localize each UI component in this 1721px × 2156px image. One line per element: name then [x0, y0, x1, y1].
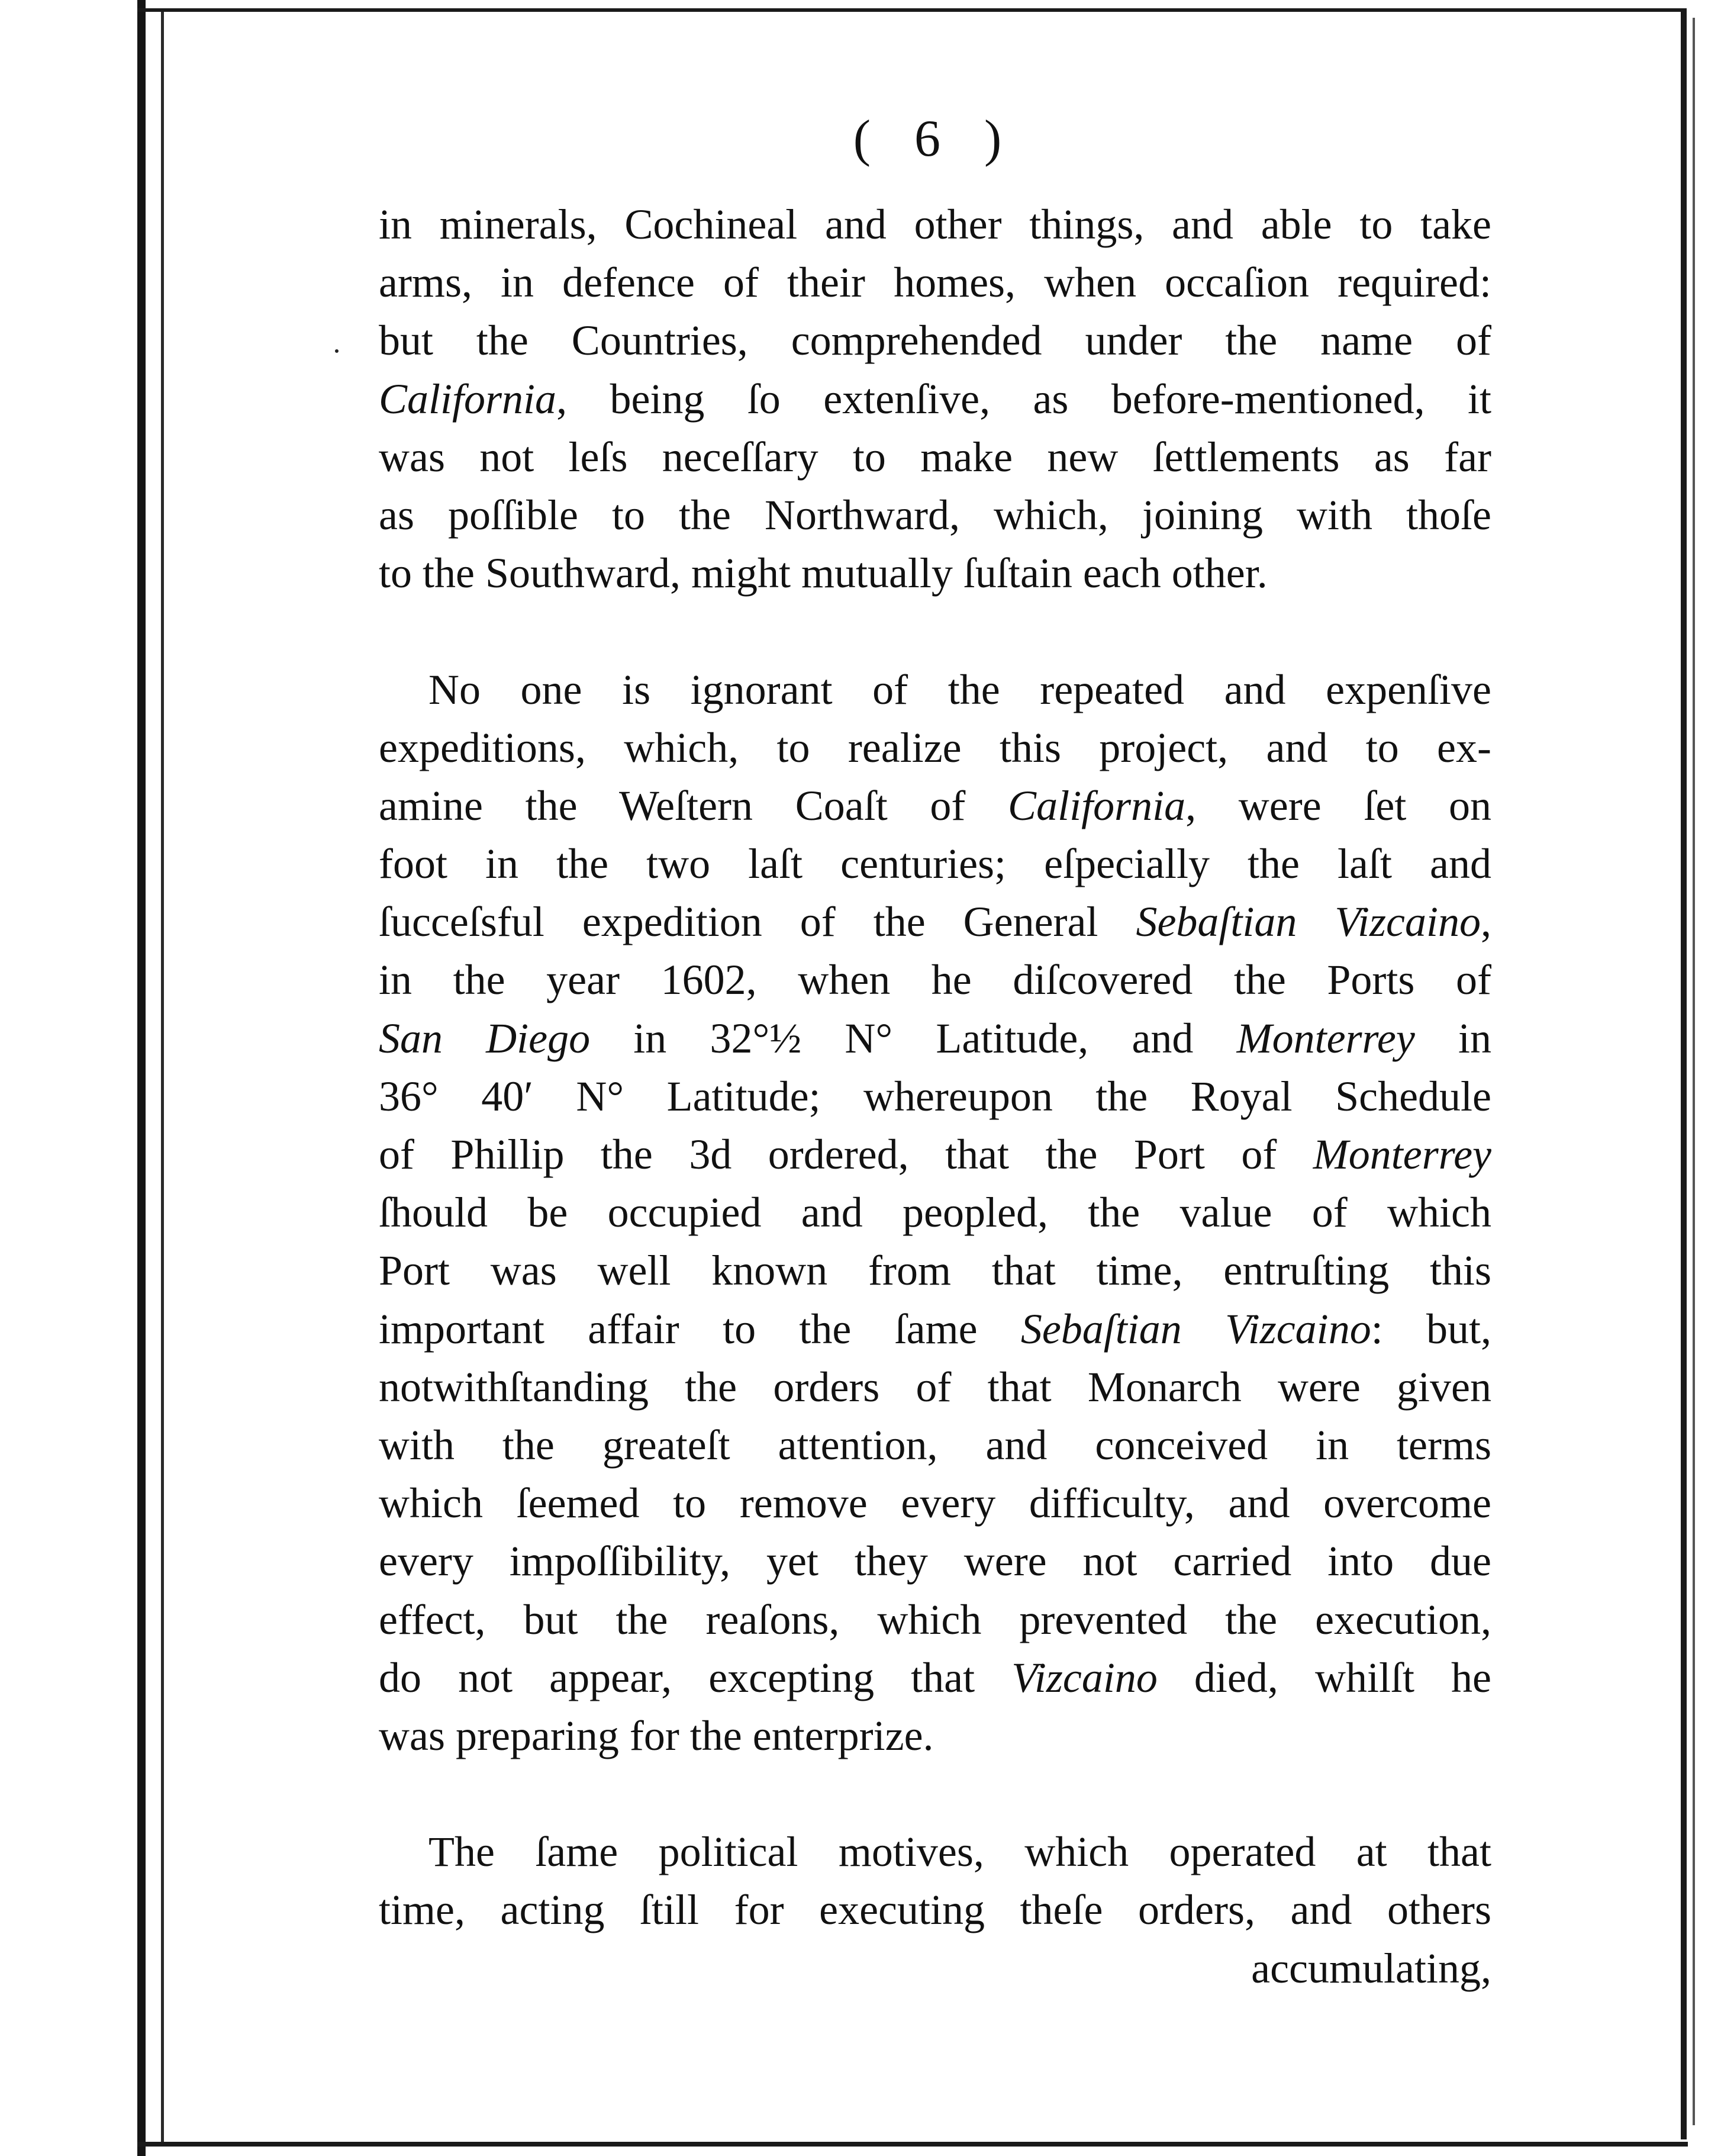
text-line: notwithſtanding the orders of that Monarch were given	[379, 1363, 1491, 1411]
text-line: 36° 40′ N° Latitude; whereupon the Royal Schedule	[379, 1072, 1491, 1120]
margin-speck	[335, 349, 339, 353]
paragraph-gap	[379, 1765, 1491, 1823]
italic-person-name: Sebaſtian Vizcaino	[1020, 1305, 1371, 1353]
text-line: No one is ignorant of the repeated and expenſive	[428, 665, 1491, 713]
italic-place-name: San Diego	[379, 1014, 591, 1062]
text-fragment: of Phillip the 3d ordered, that the Port of	[379, 1131, 1313, 1178]
text-fragment: in	[1414, 1014, 1491, 1062]
bottom-page-edge	[137, 2142, 1688, 2147]
text-fragment: important affair to the ſame	[379, 1305, 1021, 1353]
catchword: accumulating,	[1251, 1944, 1491, 1992]
text-line: expeditions, which, to realize this project, and to ex-	[379, 723, 1491, 771]
text-fragment: do not appear, excepting that	[379, 1653, 1012, 1701]
text-line: which ſeemed to remove every difficulty, and overcome	[379, 1479, 1491, 1527]
text-line: time, acting ſtill for executing theſe orders, and others	[379, 1886, 1491, 1934]
text-fragment: ſucceſsful expedition of the General	[379, 898, 1136, 946]
text-line: as poſſible to the Northward, which, joining with thoſe	[379, 491, 1491, 539]
text-line: in the year 1602, when he diſcovered the Ports of	[379, 956, 1491, 1004]
text-line: ſhould be occupied and peopled, the value of which	[379, 1189, 1491, 1237]
text-line: in minerals, Cochineal and other things, and able to take	[379, 201, 1491, 248]
right-inner-edge	[1693, 18, 1695, 2125]
text-line: to the Southward, might mutually ſuſtain each other.	[379, 549, 1268, 597]
text-line: arms, in defence of their homes, when occaſion required:	[379, 259, 1491, 307]
text-line: Port was well known from that time, entruſting this	[379, 1247, 1491, 1295]
text-fragment: in 32°½ N° Latitude, and	[590, 1014, 1237, 1062]
text-line	[379, 1125, 1491, 1183]
text-line	[379, 777, 1491, 835]
italic-place-name: Monterrey	[1236, 1014, 1415, 1062]
text-line: The ſame political motives, which operated at that	[428, 1828, 1491, 1876]
italic-place-name: Monterrey	[1313, 1131, 1491, 1178]
text-line: was not leſs neceſſary to make new ſettlements as far	[379, 433, 1491, 481]
text-line: foot in the two laſt centuries; eſpecially the laſt and	[379, 840, 1491, 888]
right-page-edge	[1681, 8, 1687, 2139]
text-line: effect, but the reaſons, which prevented the execution,	[379, 1595, 1491, 1643]
left-gutter	[0, 0, 142, 2156]
text-line	[379, 1009, 1491, 1067]
text-fragment: : but,	[1371, 1305, 1491, 1353]
text-line	[379, 370, 1491, 428]
left-page-edge	[137, 0, 146, 2156]
top-page-edge	[137, 8, 1682, 12]
text-fragment: ,	[1481, 898, 1491, 946]
text-line	[379, 1300, 1491, 1358]
text-line	[379, 1649, 1491, 1707]
text-fragment: amine the Weſtern Coaſt of	[379, 781, 1008, 829]
inner-margin-line	[161, 12, 164, 2143]
italic-place-name: California	[379, 375, 557, 423]
text-line: every impoſſibility, yet they were not carried into due	[379, 1537, 1491, 1585]
text-line: but the Countries, comprehended under the name of	[379, 317, 1491, 365]
text-line: was preparing for the enterprize.	[379, 1711, 934, 1759]
italic-person-name: Sebaſtian Vizcaino	[1136, 898, 1481, 946]
paragraph-gap	[379, 602, 1491, 660]
text-fragment: , were ſet on	[1185, 781, 1491, 829]
text-fragment: died, whilſt he	[1157, 1653, 1491, 1701]
body-text	[379, 195, 1491, 1997]
text-line	[379, 893, 1491, 951]
text-fragment: , being ſo extenſive, as before-mentioned, it	[556, 375, 1491, 423]
page-number: ( 6 )	[853, 110, 1017, 168]
italic-place-name: California	[1008, 781, 1186, 829]
text-line: with the greateſt attention, and conceived in terms	[379, 1421, 1491, 1469]
italic-person-name: Vizcaino	[1011, 1653, 1158, 1701]
